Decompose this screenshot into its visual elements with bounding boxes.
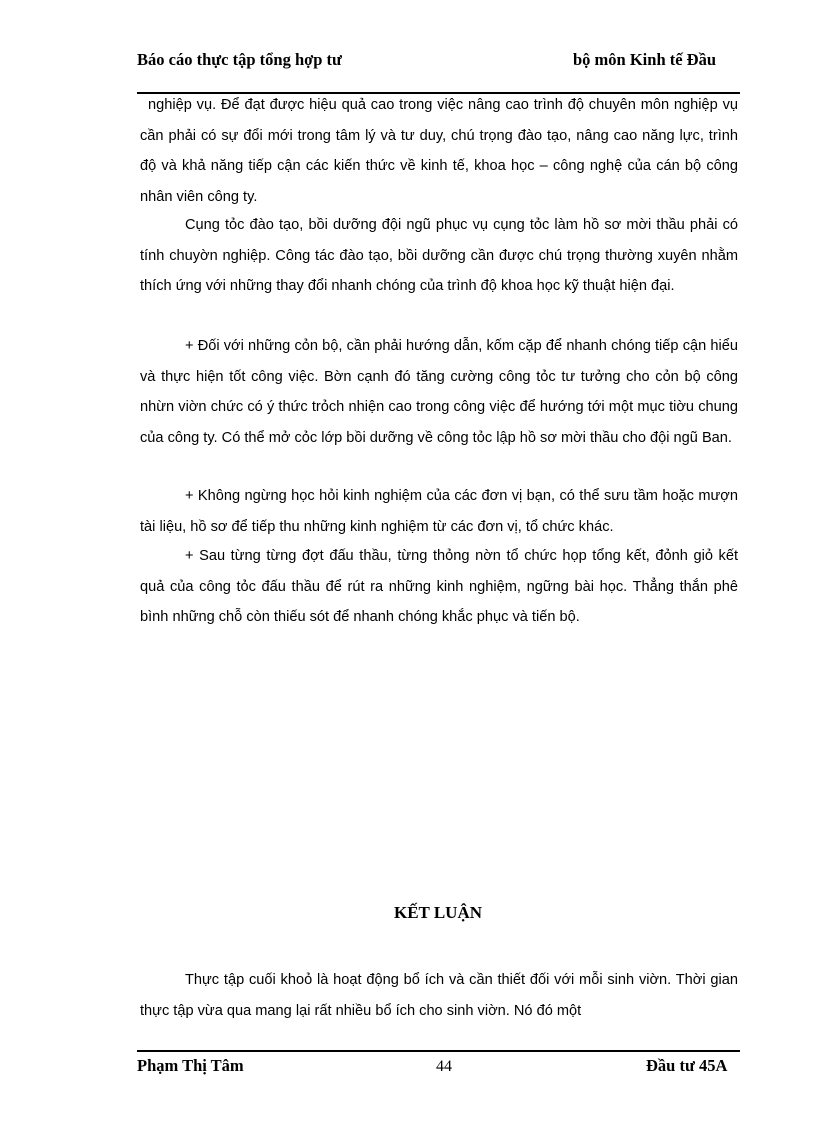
body-paragraph: Cụng tỏc đào tạo, bồi dưỡng đội ngũ phục vụ cụng tỏc làm hồ sơ mời thầu phải có tính chuyờn nghiệp. Công tác đào tạo, bồi dưỡng cần được chú trọng thường xuyên nhằm thích ứng với những thay đổi nhanh chóng của trình độ khoa học kỹ thuật hiện đại. [140, 217, 738, 294]
body-paragraph: + Đối với những cỏn bộ, cần phải hướng dẫn, kốm cặp để nhanh chóng tiếp cận hiểu và thực hiện tốt công việc. Bờn cạnh đó tăng cường công tỏc tư tưởng cho cỏn bộ công nhừn viờn chức có ý thức trỏch nhiện cao trong công việc để hướng tới một mục tiờu chung của công ty. Có thể mở cỏc lớp bồi dưỡng về công tỏc lập hồ sơ mời thầu cho đội ngũ Ban. [140, 338, 738, 446]
conclusion-heading: KẾT LUẬN [393, 903, 482, 922]
page-number: 44 [436, 1058, 452, 1075]
footer-class: Đầu tư 45A [646, 1056, 728, 1075]
footer-author: Phạm Thị Tâm [137, 1056, 244, 1075]
header-department: bộ môn Kinh tế Đầu [573, 50, 717, 69]
conclusion-paragraph: Thực tập cuối khoỏ là hoạt động bổ ích và cần thiết đối với mỗi sinh viờn. Thời gian thực tập vừa qua mang lại rất nhiều bổ ích cho sinh viờn. Nó đó một [140, 972, 738, 1019]
body-paragraph: + Không ngừng học hỏi kinh nghiệm của các đơn vị bạn, có thể sưu tầm hoặc mượn tài liệu, hồ sơ để tiếp thu những kinh nghiệm từ các đơn vị, tổ chức khác. [140, 488, 738, 535]
body-paragraph: nghiệp vụ. Để đạt được hiệu quả cao trong việc nâng cao trình độ chuyên môn nghiệp vụ cần phải có sự đổi mới trong tâm lý và tư duy, chú trọng đào tạo, nâng cao năng lực, trình độ và khả năng tiếp cận các kiến thức về kinh tế, khoa học – công nghệ của cán bộ công nhân viên công ty. [140, 97, 738, 205]
body-paragraph: + Sau từng từng đợt đấu thầu, từng thỏng nờn tổ chức họp tổng kết, đỏnh giỏ kết quả của công tỏc đấu thầu để rút ra những kinh nghiệm, ngững bài học. Thẳng thắn phê bình những chỗ còn thiếu sót để nhanh chóng khắc phục và tiến bộ. [140, 548, 738, 625]
header-report-title: Báo cáo thực tập tổng hợp tư [137, 50, 342, 69]
footer-divider [137, 1050, 740, 1052]
